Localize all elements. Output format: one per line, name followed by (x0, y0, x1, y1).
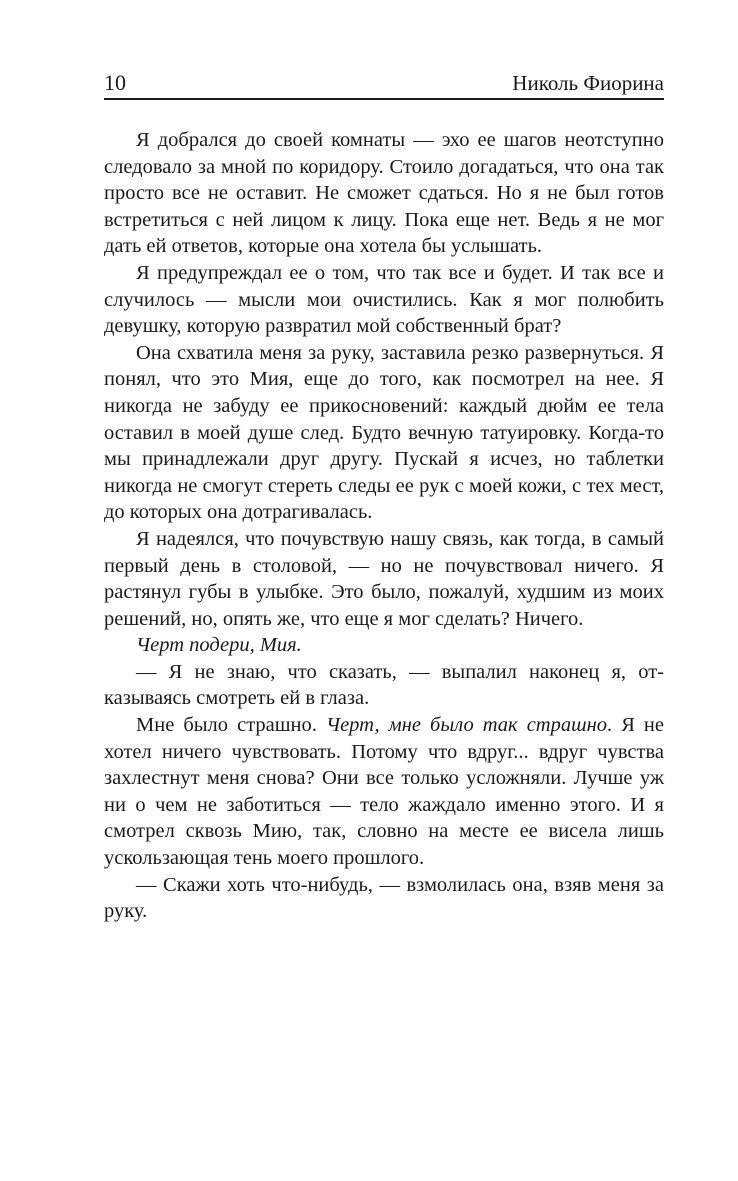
paragraph-8-dialogue: — Скажи хоть что-нибудь, — взмолилась она, взяв меня за руку. (104, 873, 664, 923)
running-title: Николь Фиорина (512, 71, 664, 95)
paragraph-4: Я надеялся, что почувствую нашу связь, как тогда, в самый первый день в столовой, — но не почувствовал ничего. Я растянул губы в улыбке. Это было, пожалуй, худшим из моих решений, но, опять же, что еще я мог сделать? Ничего. (104, 527, 664, 630)
page-header (104, 68, 664, 100)
page-number: 10 (104, 70, 126, 95)
paragraph-7-after: . Я не хотел ничего чувствовать. Потому что вдруг... вдруг чувства захлестнут меня снова? Они все только усложняли. Лучше уж ни о чем не заботиться — тело жаждало именно этого. И я смотрел сквозь Мию, так, словно на месте ее висела лишь ускользающая тень моего прошлого. (104, 714, 664, 870)
paragraph-7-italic: Черт, мне было так страшно (325, 714, 608, 737)
paragraph-6-dialogue: — Я не знаю, что сказать, — выпалил наконец я, отказываясь смотреть ей в глаза. (104, 660, 664, 710)
text-body (104, 127, 664, 925)
paragraph-7 (104, 712, 664, 872)
paragraph-7-before: Мне было страшно. (136, 714, 326, 737)
paragraph-3: Она схватила меня за руку, заставила резко развернуться. Я понял, что это Мия, еще до того, как посмотрел на нее. Я никогда не забуду ее прикосновений: каждый дюйм ее тела оставил в моей душе след. Будто вечную татуировку. Когда-то мы принадлежали друг другу. Пускай я исчез, но таблетки никогда не смогут стереть следы ее рук с моей кожи, с тех мест, до которых она дотрагивалась. (104, 341, 664, 524)
paragraph-1: Я добрался до своей комнаты — эхо ее шагов неотступно следовало за мной по коридору. Стоило догадаться, что она так просто все не оставит. Не сможет сдаться. Но я не был готов встретиться с ней лицом к лицу. Пока еще нет. Ведь я не мог дать ей ответов, которые она хотела бы услышать. (104, 129, 664, 258)
paragraph-5-italic-thought: Черт подери, Мия. (136, 634, 302, 657)
paragraph-2: Я предупреждал ее о том, что так все и будет. И так все и случилось — мысли мои очистились. Как я мог полюбить девушку, которую развратил мой собственный брат? (104, 261, 664, 338)
